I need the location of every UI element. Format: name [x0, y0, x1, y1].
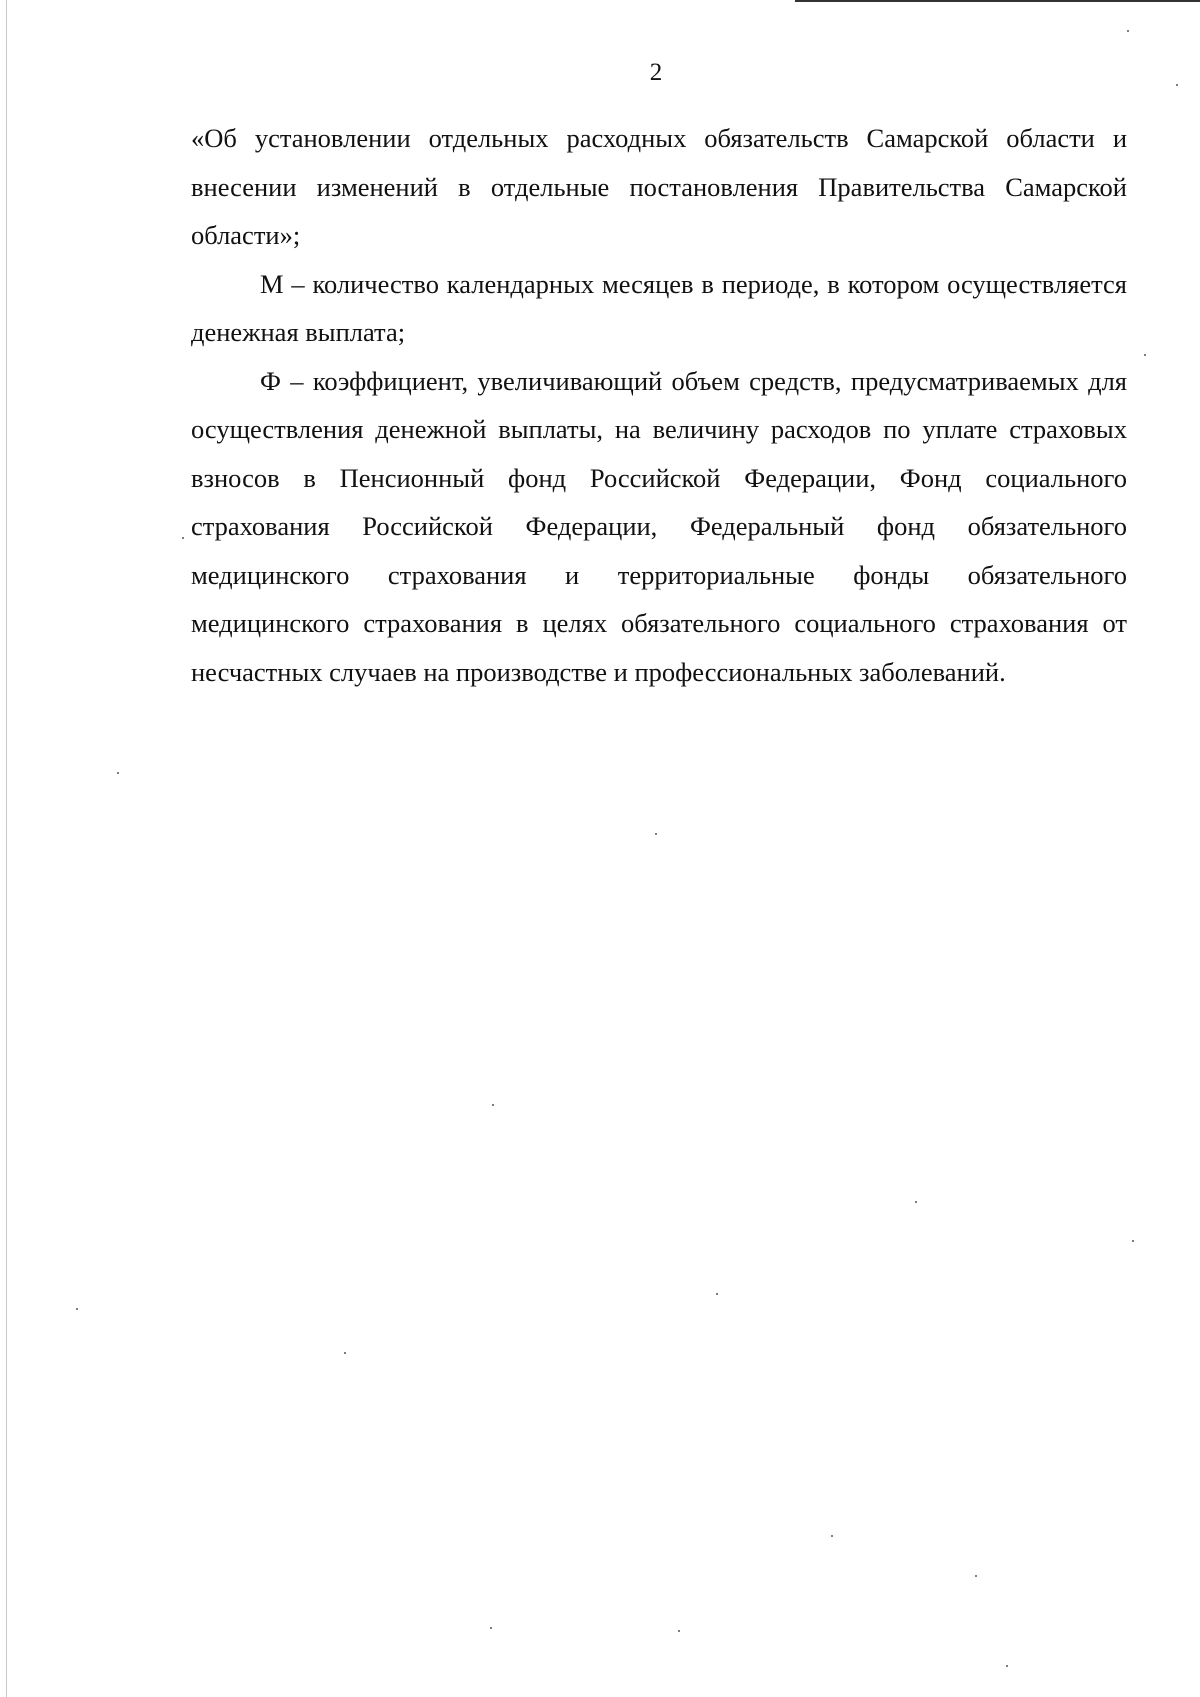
document-body	[191, 114, 1127, 696]
scan-top-rule	[795, 0, 1200, 2]
scan-speck	[492, 1104, 494, 1106]
scan-speck	[182, 537, 184, 539]
scan-speck	[76, 1308, 78, 1310]
scan-speck	[975, 1575, 977, 1577]
scan-speck	[655, 833, 657, 835]
scan-speck	[831, 1535, 833, 1537]
scan-left-edge	[6, 0, 7, 1697]
scan-speck	[117, 772, 119, 774]
scan-speck	[1127, 30, 1129, 32]
scan-speck	[344, 1352, 346, 1354]
scan-speck	[716, 1293, 718, 1295]
scan-speck	[915, 1201, 917, 1203]
scan-speck	[678, 1630, 680, 1632]
scan-speck	[490, 1627, 492, 1629]
scan-speck	[1132, 1240, 1134, 1242]
paragraph-decree-title: «Об установлении отдельных расходных обязательств Самарской области и внесении изменений в отдельные постановления Правительства Самарской области»;	[191, 123, 1127, 250]
scan-speck	[1006, 1665, 1008, 1667]
paragraph-m-definition: М – количество календарных месяцев в периоде, в котором осуществляется денежная выплата;	[191, 268, 1127, 347]
paragraph-f-definition: Ф – коэффициент, увеличивающий объем средств, предусматриваемых для осуществления денежной выплаты, на величину расходов по уплате страховых взносов в Пенсионный фонд Российской Федерации, Фонд социального страхования Российской Федерации, Федеральный фонд обязательного медицинского страхования и территориальные фонды обязательного медицинского страхования в целях обязательного социального страхования от несчастных случаев на производстве и профессиональных заболеваний.	[191, 365, 1127, 687]
page-number: 2	[649, 59, 663, 86]
scan-speck	[1144, 354, 1146, 356]
scan-speck	[1176, 84, 1178, 86]
